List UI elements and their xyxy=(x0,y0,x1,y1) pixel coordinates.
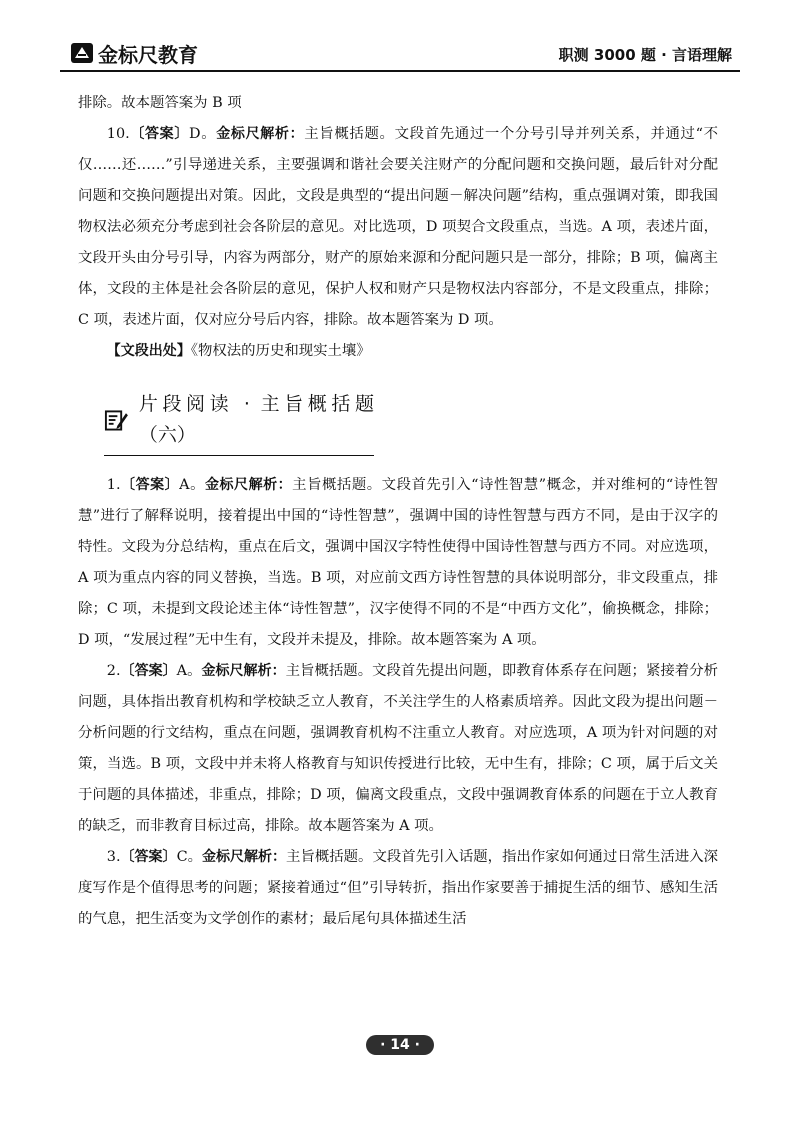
analysis-label: 金标尺解析： xyxy=(201,663,286,679)
logo-mark-icon xyxy=(70,42,94,64)
source-label: 【文段出处】 xyxy=(106,343,191,359)
section-title: 片段阅读 · 主旨概括题（六） xyxy=(138,393,374,446)
brand-logo xyxy=(70,40,198,66)
answer-1 xyxy=(78,470,718,656)
source-title: 《物权法的历史和现实土壤》 xyxy=(190,343,371,359)
page-number: · 14 · xyxy=(366,1035,434,1055)
analysis-label: 金标尺解析： xyxy=(202,849,287,865)
answer-2 xyxy=(78,656,718,842)
page-content xyxy=(78,88,718,935)
answer-3 xyxy=(78,842,718,935)
analysis-body: 主旨概括题。文段首先引入“诗性智慧”概念，并对维柯的“诗性智慧”进行了解释说明，接着提出中国的“诗性智慧”，强调中国的诗性智慧与西方不同，是由于汉字的特性。文段为分总结构，重点在后文，强调中国汉字特性使得中国诗性智慧与西方不同。对应选项，A 项为重点内容的同义替换，当选。B 项，对应前文西方诗性智慧的具体说明部分，非文段重点，排除；C 项，未提到文段论述主体“诗性智慧”，汉字使得不同的不是“中西方文化”，偷换概念，排除；D 项，“发展过程”无中生有，文段并未提及，排除。故本题答案为 A 项。 xyxy=(78,477,718,648)
analysis-body: 主旨概括题。文段首先提出问题，即教育体系存在问题；紧接着分析问题，具体指出教育机构和学校缺乏立人教育，不关注学生的人格素质培养。因此文段为提出问题－分析问题的行文结构，重点在问题，强调教育机构不注重立人教育。对应选项，A 项为针对问题的对策，当选。B 项，文段中并未将人格教育与知识传授进行比较，无中生有，排除；C 项，属于后文关于问题的具体描述，非重点，排除；D 项，偏离文段重点，文段中强调教育体系的问题在于立人教育的缺乏，而非教育目标过高，排除。故本题答案为 A 项。 xyxy=(78,663,718,834)
analysis-label: 金标尺解析： xyxy=(216,126,305,142)
analysis-label: 金标尺解析： xyxy=(205,477,293,493)
question-number: 3. xyxy=(106,849,121,865)
question-number: 10. xyxy=(106,126,130,142)
question-number: 2. xyxy=(106,663,121,679)
continued-line: 排除。故本题答案为 B 项 xyxy=(78,95,242,111)
section-heading xyxy=(104,389,374,456)
source-line xyxy=(78,336,718,367)
analysis-body: 主旨概括题。文段首先引入话题，指出作家如何通过日常生活进入深度写作是个值得思考的问题；紧接着通过“但”引导转折，指出作家要善于捕捉生活的细节、感知生活的气息，把生活变为文学创作的素材；最后尾句具体描述生活 xyxy=(78,849,718,927)
page-footer xyxy=(0,1034,800,1055)
answer-label: 〔答案〕 xyxy=(120,849,177,865)
edit-note-icon xyxy=(104,408,129,432)
answer-10 xyxy=(78,119,718,336)
analysis-body: 主旨概括题。文段首先通过一个分号引导并列关系，并通过“不仅……还……”引导递进关系，主要强调和谐社会要关注财产的分配问题和交换问题，最后针对分配问题和交换问题提出对策。因此，文段是典型的“提出问题－解决问题”结构，重点强调对策，即我国物权法必须充分考虑到社会各阶层的意见。对比选项，D 项契合文段重点，当选。A 项，表述片面，文段开头由分号引导，内容为两部分，财产的原始来源和分配问题只是一部分，排除；B 项，偏离主体，文段的主体是社会各阶层的意见，保护人权和财产只是物权法内容部分，不是文段重点，排除；C 项，表述片面，仅对应分号后内容，排除。故本题答案为 D 项。 xyxy=(78,126,719,328)
book-title: 职测 3000 题 · 言语理解 xyxy=(558,46,732,64)
answer-value: D。 xyxy=(189,126,217,142)
question-number: 1. xyxy=(106,477,121,493)
answer-label: 〔答案〕 xyxy=(120,477,180,493)
answer-value: C。 xyxy=(176,849,202,865)
logo-text: 金标尺教育 xyxy=(98,42,198,67)
answer-value: A。 xyxy=(176,663,202,679)
answer-label: 〔答案〕 xyxy=(129,126,189,142)
page-header xyxy=(60,36,740,72)
answer-value: A。 xyxy=(179,477,205,493)
answer-label: 〔答案〕 xyxy=(120,663,177,679)
